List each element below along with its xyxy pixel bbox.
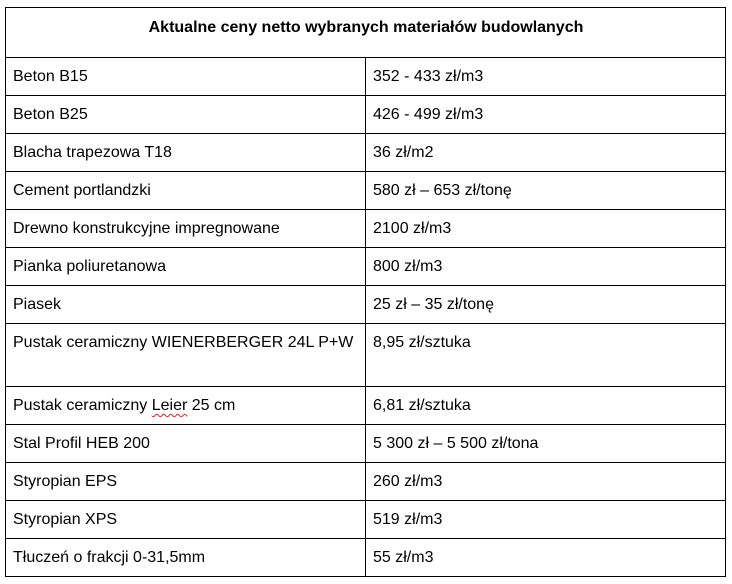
- material-cell: Beton B15: [6, 58, 366, 96]
- price-cell: 55 zł/m3: [366, 539, 726, 577]
- table-row: [6, 96, 726, 134]
- material-cell: Pustak ceramiczny WIENERBERGER 24L P+W: [6, 324, 366, 387]
- table-row: [6, 387, 726, 425]
- table-row: [6, 58, 726, 96]
- table-row: [6, 501, 726, 539]
- spellcheck-word: Leier: [151, 397, 188, 414]
- title-row: [6, 8, 726, 58]
- price-cell: 426 - 499 zł/m3: [366, 96, 726, 134]
- price-cell: 800 zł/m3: [366, 248, 726, 286]
- table-row: [6, 248, 726, 286]
- price-table-container: [5, 7, 726, 577]
- material-cell: Styropian EPS: [6, 463, 366, 501]
- price-cell: 352 - 433 zł/m3: [366, 58, 726, 96]
- price-cell: 6,81 zł/sztuka: [366, 387, 726, 425]
- price-cell: 260 zł/m3: [366, 463, 726, 501]
- table-row: [6, 134, 726, 172]
- material-cell: Blacha trapezowa T18: [6, 134, 366, 172]
- material-cell: Cement portlandzki: [6, 172, 366, 210]
- price-cell: 2100 zł/m3: [366, 210, 726, 248]
- table-row: [6, 286, 726, 324]
- material-cell: Stal Profil HEB 200: [6, 425, 366, 463]
- material-cell: Piasek: [6, 286, 366, 324]
- table-row: [6, 425, 726, 463]
- price-cell: 580 zł – 653 zł/tonę: [366, 172, 726, 210]
- table-title: Aktualne ceny netto wybranych materiałów budowlanych: [6, 8, 726, 58]
- price-cell: 8,95 zł/sztuka: [366, 324, 726, 387]
- price-cell: 36 zł/m2: [366, 134, 726, 172]
- price-cell: 25 zł – 35 zł/tonę: [366, 286, 726, 324]
- price-cell: 519 zł/m3: [366, 501, 726, 539]
- material-cell: [6, 387, 366, 425]
- material-cell: Pianka poliuretanowa: [6, 248, 366, 286]
- price-cell: 5 300 zł – 5 500 zł/tona: [366, 425, 726, 463]
- material-text-suffix: 25 cm: [187, 397, 236, 414]
- table-row: [6, 210, 726, 248]
- material-text-prefix: Pustak ceramiczny: [13, 397, 152, 414]
- material-cell: Tłuczeń o frakcji 0-31,5mm: [6, 539, 366, 577]
- table-row: [6, 172, 726, 210]
- material-cell: Drewno konstrukcyjne impregnowane: [6, 210, 366, 248]
- table-row: [6, 463, 726, 501]
- material-cell: Beton B25: [6, 96, 366, 134]
- price-table: [5, 7, 726, 577]
- table-row: [6, 324, 726, 387]
- table-row: [6, 539, 726, 577]
- material-cell: Styropian XPS: [6, 501, 366, 539]
